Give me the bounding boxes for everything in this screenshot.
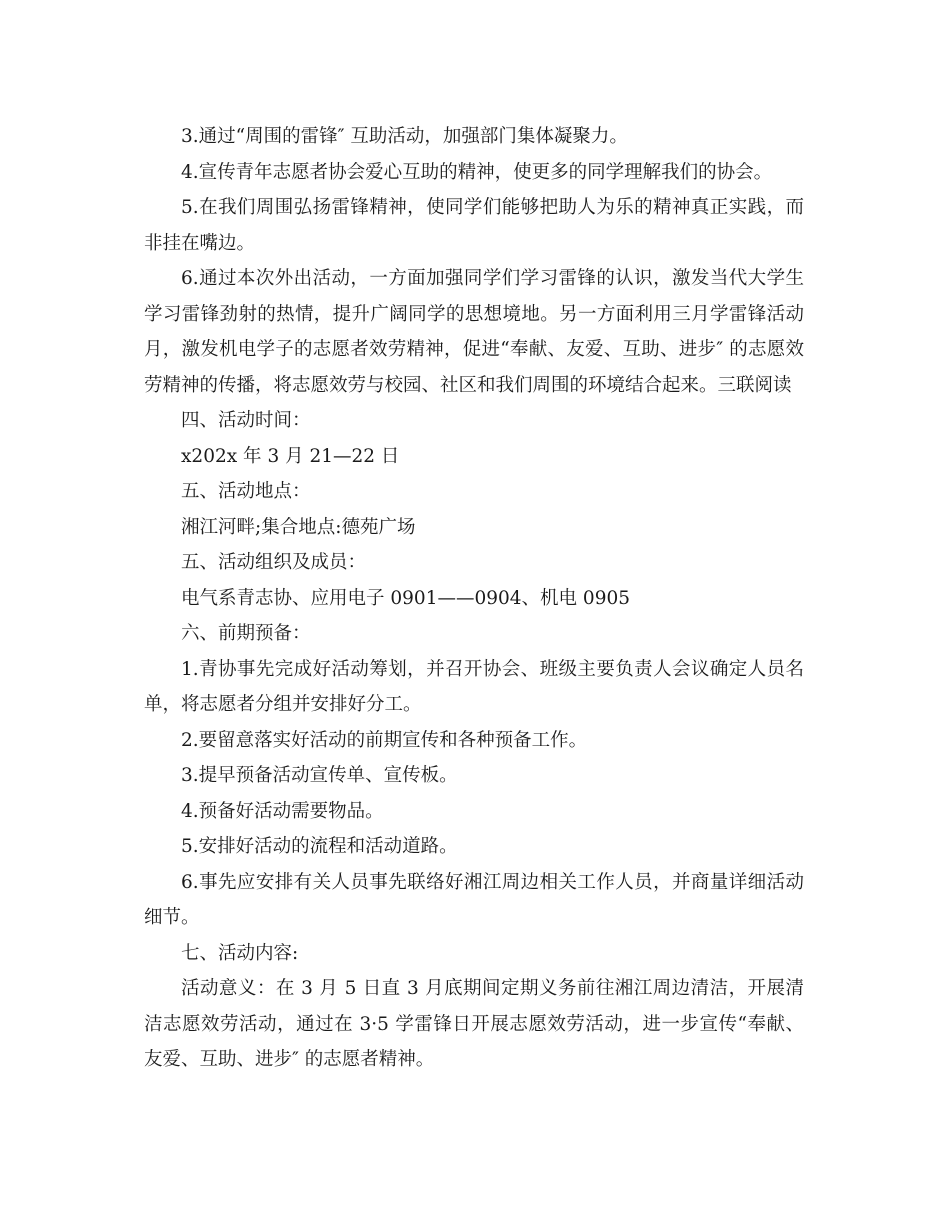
section-heading: 五、活动地点： bbox=[181, 481, 311, 502]
paragraph: 4.宣传青年志愿者协会爱心互助的精神，使更多的同学理解我们的协会。 bbox=[181, 161, 773, 183]
section-heading: 七、活动内容: bbox=[181, 942, 299, 964]
paragraph: 6.通过本次外出活动，一方面加强同学们学习雷锋的认识，激发当代大学生学习雷锋劲射的热情，提升广阔同学的思想境地。另一方面利用三月学雷锋活动月，激发机电学子的志愿者效劳精神，促进“奉献、友爱、互助、进步″ 的志愿效劳精神的传播，将志愿效劳与校园、社区和我们周围的环境结合起来。三联阅读 bbox=[144, 268, 804, 396]
paragraph: 1.青协事先完成好活动筹划，并召开协会、班级主要负责人会议确定人员名单，将志愿者分组并安排好分工。 bbox=[144, 658, 804, 715]
paragraph: 4.预备好活动需要物品。 bbox=[181, 800, 384, 822]
paragraph: 湘江河畔;集合地点:德苑广场 bbox=[181, 516, 416, 538]
paragraph: 3.提早预备活动宣传单、宣传板。 bbox=[181, 765, 458, 786]
paragraph: 5.在我们周围弘扬雷锋精神，使同学们能够把助人为乐的精神真正实践，而非挂在嘴边。 bbox=[144, 197, 804, 254]
paragraph: x202x 年 3 月 21—22 日 bbox=[181, 445, 400, 467]
paragraph: 3.通过“周围的雷锋″ 互助活动，加强部门集体凝聚力。 bbox=[181, 126, 628, 147]
paragraph: 6.事先应安排有关人员事先联络好湘江周边相关工作人员，并商量详细活动细节。 bbox=[144, 871, 804, 928]
paragraph: 2.要留意落实好活动的前期宣传和各种预备工作。 bbox=[181, 729, 588, 751]
paragraph: 电气系青志协、应用电子 0901——0904、机电 0905 bbox=[181, 587, 631, 609]
section-heading: 五、活动组织及成员： bbox=[181, 552, 367, 573]
paragraph: 5.安排好活动的流程和活动道路。 bbox=[181, 836, 458, 857]
paragraph: 活动意义：在 3 月 5 日直 3 月底期间定期义务前往湘江周边清洁，开展清洁志愿效劳活动，通过在 3·5 学雷锋日开展志愿效劳活动，进一步宣传“奉献、友爱、互助、进步″ 的志愿者精神。 bbox=[144, 978, 804, 1070]
section-heading: 四、活动时间： bbox=[181, 410, 311, 431]
section-heading: 六、前期预备： bbox=[181, 623, 311, 644]
document-body bbox=[144, 119, 804, 1078]
